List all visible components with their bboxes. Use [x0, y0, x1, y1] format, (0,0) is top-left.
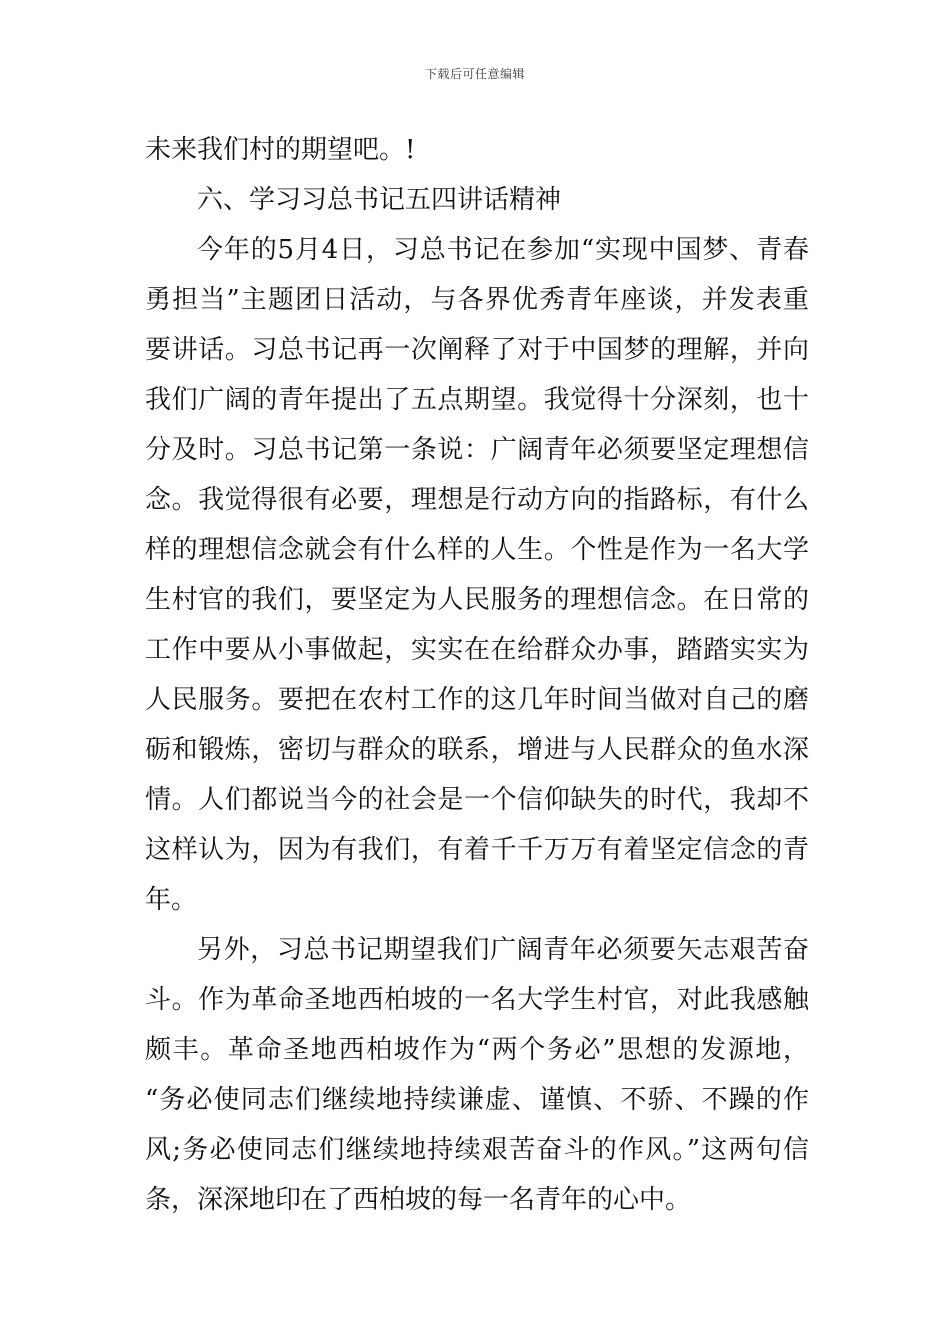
text-line: 要讲话。习总书记再一次阐释了对于中国梦的理解，并向 [145, 335, 809, 365]
text-line: 念。我觉得很有必要，理想是行动方向的指路标，有什么 [145, 485, 809, 515]
text-line: “务必使同志们继续地持续谦虚、谨慎、不骄、不躁的作 [145, 1085, 809, 1115]
text-line: 颇丰。革命圣地西柏坡作为“两个务必”思想的发源地， [145, 1035, 809, 1065]
text-line: 勇担当”主题团日活动，与各界优秀青年座谈，并发表重 [145, 285, 809, 315]
text-line: 这样认为，因为有我们，有着千千万万有着坚定信念的青 [145, 835, 809, 865]
section-heading: 六、学习习总书记五四讲话精神 [197, 185, 562, 215]
text-line: 工作中要从小事做起，实实在在给群众办事，踏踏实实为 [145, 635, 809, 665]
text-line: 今年的5月4日，习总书记在参加“实现中国梦、青春 [197, 235, 809, 265]
text-line: 砺和锻炼，密切与群众的联系，增进与人民群众的鱼水深 [145, 735, 809, 765]
text-line: 我们广阔的青年提出了五点期望。我觉得十分深刻，也十 [145, 385, 809, 415]
text-line: 生村官的我们，要坚定为人民服务的理想信念。在日常的 [145, 585, 809, 615]
text-line: 风;务必使同志们继续地持续艰苦奋斗的作风。”这两句信 [145, 1135, 809, 1165]
page-header-note: 下载后可任意编辑 [424, 67, 525, 81]
text-line: 斗。作为革命圣地西柏坡的一名大学生村官，对此我感触 [145, 985, 809, 1015]
document-body [145, 125, 809, 1225]
text-line: 条，深深地印在了西柏坡的每一名青年的心中。 [145, 1185, 692, 1215]
text-line: 情。人们都说当今的社会是一个信仰缺失的时代，我却不 [145, 785, 809, 815]
text-line: 样的理想信念就会有什么样的人生。个性是作为一名大学 [145, 535, 809, 565]
text-line: 未来我们村的期望吧。! [145, 135, 416, 165]
text-line: 分及时。习总书记第一条说：广阔青年必须要坚定理想信 [145, 435, 809, 465]
text-line: 另外，习总书记期望我们广阔青年必须要矢志艰苦奋 [197, 935, 809, 965]
text-line: 人民服务。要把在农村工作的这几年时间当做对自己的磨 [145, 685, 809, 715]
text-line: 年。 [145, 885, 198, 915]
